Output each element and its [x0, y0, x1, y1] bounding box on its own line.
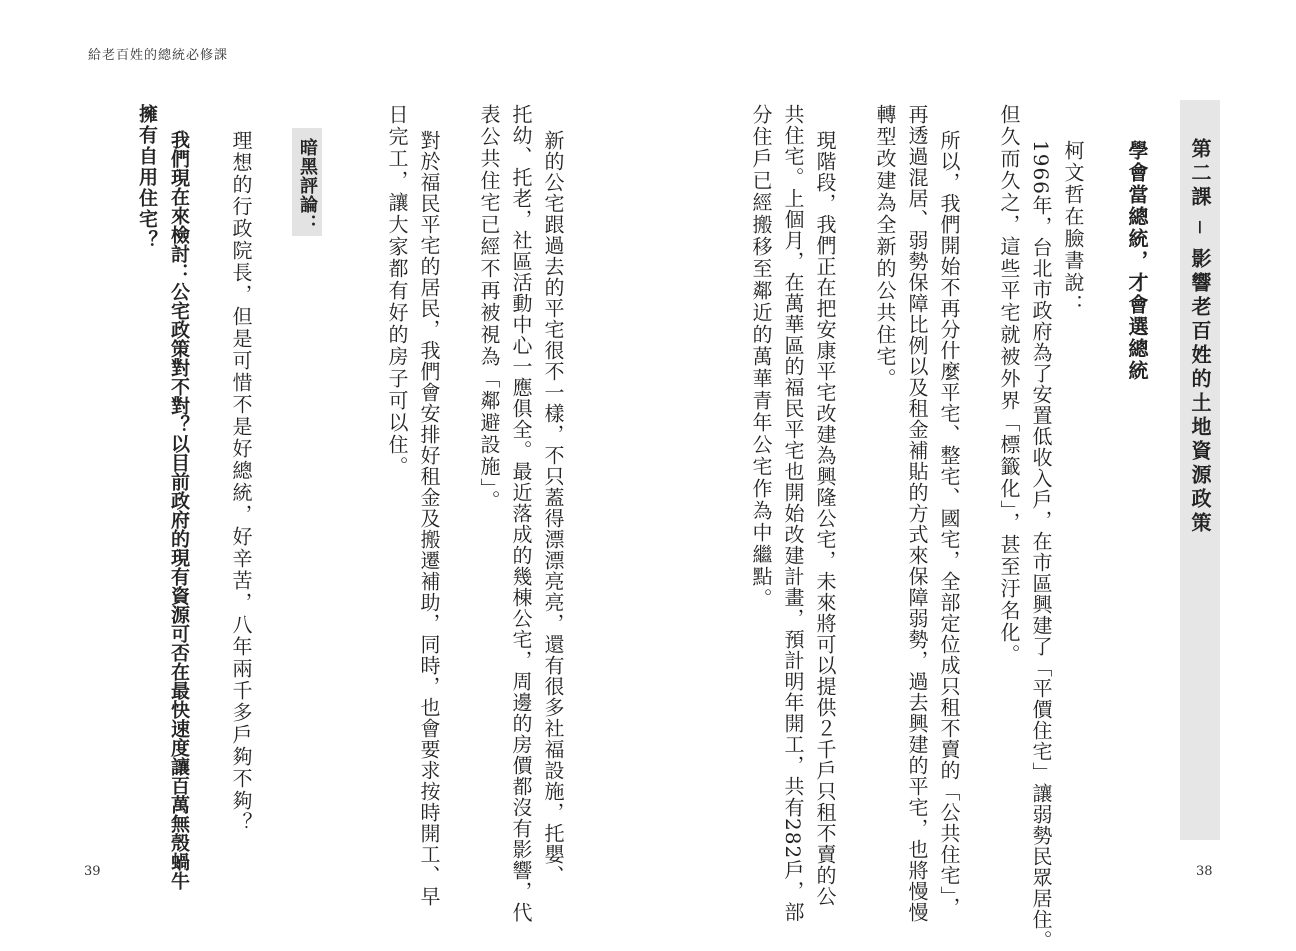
- comment-label-box: [292, 128, 322, 236]
- body-line: 柯文哲在臉書說：: [1061, 140, 1085, 316]
- body-line: 日完工，讓大家都有好的房子可以住。: [385, 104, 409, 478]
- body-line: 但久而久之，這些平宅就被外界「標籤化」，甚至汙名化。: [997, 104, 1021, 666]
- body-line: 共住宅。上個月，在萬華區的福民平宅也開始改建計畫，預計明年開工，共有282戶，部: [781, 104, 805, 923]
- body-line: 表公共住宅已經不再被視為「鄰避設施」。: [477, 104, 501, 512]
- comment-line: 理想的行政院長，但是可惜不是好總統，好辛苦，八年兩千多戶夠不夠？: [229, 130, 253, 834]
- comment-line: 擁有自用住宅？: [136, 104, 158, 251]
- body-line: 再透過混居、弱勢保障比例以及租金補貼的方式來保障弱勢，過去興建的平宅，也將慢慢: [905, 104, 929, 923]
- body-line: 轉型改建為全新的公共住宅。: [873, 104, 897, 390]
- body-line: 托幼、托老，社區活動中心一應俱全。最近落成的幾棟公宅，周邊的房價都沒有影響，代: [509, 104, 533, 923]
- page-number-right: 38: [1196, 864, 1213, 879]
- page-number-left: 39: [84, 864, 101, 879]
- comment-label: 暗黑評論：: [297, 138, 318, 233]
- comment-line: 我們現在來檢討：公宅政策對不對？以目前政府的現有資源可否在最快速度讓百萬無殼蝸牛: [168, 130, 190, 890]
- body-line: 1966年，台北市政府為了安置低收入戶，在市區興建了「平價住宅」讓弱勢民眾居住。: [1029, 140, 1053, 951]
- body-line: 新的公宅跟過去的平宅很不一樣，不只蓋得漂漂亮亮，還有很多社福設施，托嬰、: [541, 130, 565, 886]
- body-line: 現階段，我們正在把安康平宅改建為興隆公宅，未來將可以提供２千戶只租不賣的公: [813, 130, 837, 907]
- chapter-title: 第二課 ─ 影響老百姓的土地資源政策: [1188, 138, 1212, 536]
- section-heading: 學會當總統，才會選總統: [1125, 140, 1149, 382]
- body-line: 分住戶已經搬移至鄰近的萬華青年公宅作為中繼點。: [749, 104, 773, 610]
- body-line: 所以，我們開始不再分什麼平宅、整宅、國宅，全部定位成只租不賣的「公共住宅」，: [937, 130, 961, 918]
- book-title-header: 給老百姓的總統必修課: [88, 48, 229, 63]
- body-line: 對於福民平宅的居民，我們會安排好租金及搬遷補助，同時，也會要求按時開工、早: [417, 130, 441, 907]
